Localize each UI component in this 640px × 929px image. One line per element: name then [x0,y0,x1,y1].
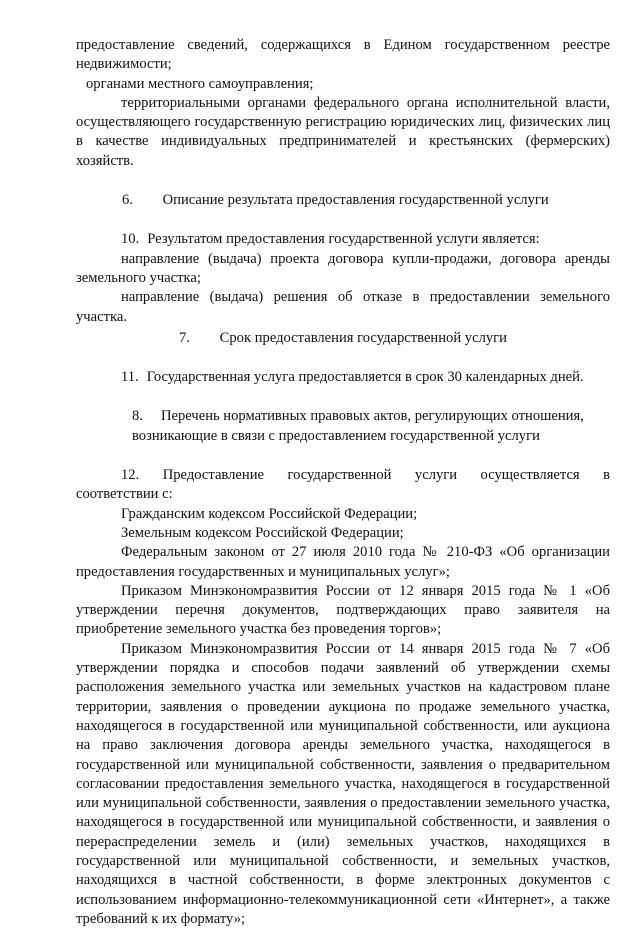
paragraph-top-1: предоставление сведений, содержащихся в Едином государственном реестре недвижимости; [76,37,610,73]
act-2: Земельным кодексом Российской Федерации; [121,524,404,541]
item-12-intro-text: Предоставление государственной услуги осуществляется в [162,467,610,484]
item-11-text: Государственная услуга предоставляется в срок 30 календарных дней. [146,369,584,386]
item-11 [76,368,610,387]
section-8-number: 8. [132,408,143,425]
item-10-sub-1: направление (выдача) проекта договора купли-продажи, договора аренды земельного участка; [76,250,610,286]
paragraph-top-3: территориальными органами федерального органа исполнительной власти, осуществляющего государственную регистрацию юридических лиц, физических лиц в качестве индивидуальных предпринимателей и крестьянских (фермерских) хозяйств. [76,94,610,169]
paragraph-top-2: органами местного самоуправления; [86,75,314,92]
act-1: Гражданским кодексом Российской Федерации; [121,505,418,522]
item-10 [76,230,610,249]
item-11-number: 11. [121,369,139,386]
item-12-intro-line-1 [76,466,610,485]
item-10-text: Результатом предоставления государственной услуги является: [147,231,540,248]
section-7-number: 7. [179,329,190,346]
section-8-title-line-1: Перечень нормативных правовых актов, регулирующих отношения, [160,408,584,425]
act-5: Приказом Минэкономразвития России от 14 января 2015 года № 7 «Об утверждении порядка и способов подачи заявлений об утверждении схемы расположения земельного участка или земельных участков на кадастровом плане территории, заявления о проведении аукциона по продаже земельного участка, находящегося в государственной или муниципальной собственности, или аукциона на право заключения договора аренды земельного участка, находящегося в государственной или муниципальной собственности, заявления о предварительном согласовании предоставления земельного участка, находящегося в государственной или муниципальной собственности, заявления о предоставлении земельного участка, находящегося в государственной или муниципальной собственности, и заявления о перераспределении земель и (или) земельных участков, находящихся в государственной или муниципальной собственности, и земельных участков, находящихся в частной собственности, в форме электронных документов с использованием информационно-телекоммуникационной сети «Интернет», а также требований к их формату»; [76,640,610,927]
section-8-title-line-2: возникающие в связи с предоставлением государственной услуги [132,427,540,444]
item-12-intro-line-2: соответствии с: [76,486,173,503]
section-6-number: 6. [122,192,133,209]
item-10-sub-2: направление (выдача) решения об отказе в предоставлении земельного участка. [76,289,610,325]
section-8-heading [76,407,610,446]
section-7-heading [76,329,610,348]
act-4: Приказом Минэкономразвития России от 12 января 2015 года № 1 «Об утверждении перечня документов, подтверждающих право заявителя на приобретение земельного участка без проведения торгов»; [76,582,610,638]
item-10-number: 10. [121,231,140,248]
item-12-number: 12. [121,467,140,484]
section-7-title: Срок предоставления государственной услуги [219,329,507,346]
section-6-title: Описание результата предоставления государственной услуги [162,192,549,209]
section-6-heading [76,191,610,210]
act-3: Федеральным законом от 27 июля 2010 года № 210-ФЗ «Об организации предоставления государственных и муниципальных услуг»; [76,544,610,580]
